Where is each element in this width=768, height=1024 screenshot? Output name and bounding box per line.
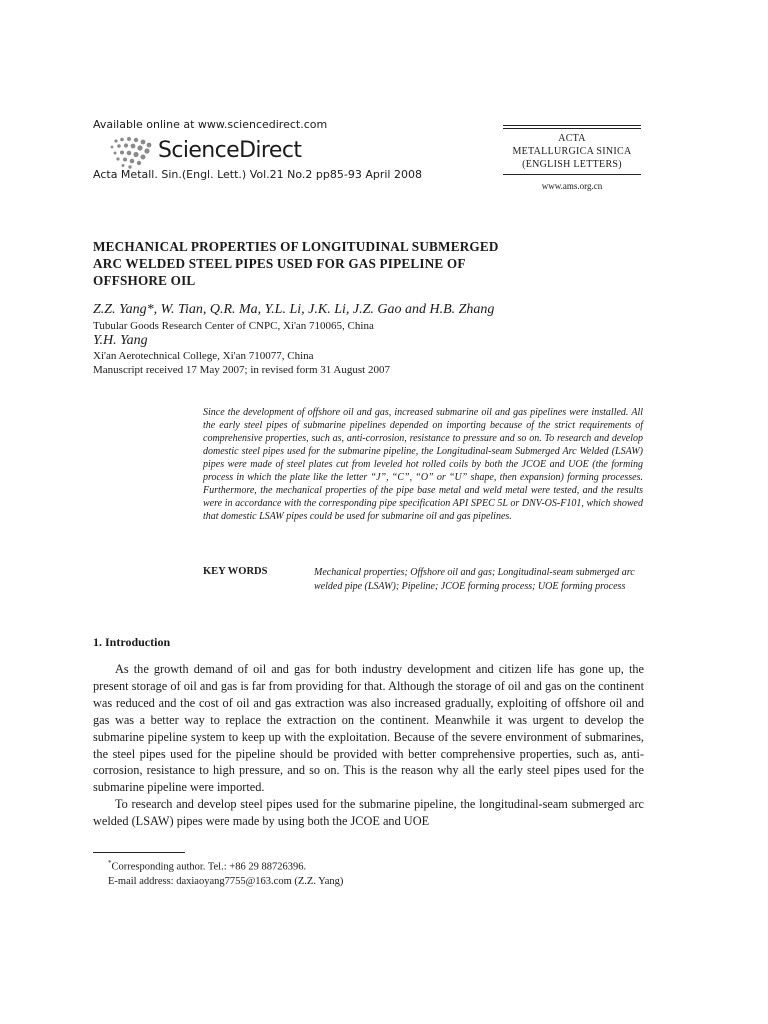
affiliation-2: Xi'an Aerotechnical College, Xi'an 710077, China (93, 350, 314, 362)
title-line-1: MECHANICAL PROPERTIES OF LONGITUDINAL SUBMERGED (93, 239, 499, 254)
masthead-line-1: ACTA (558, 133, 586, 144)
manuscript-dates: Manuscript received 17 May 2007; in revised form 31 August 2007 (93, 364, 390, 376)
keywords-label: KEY WORDS (203, 566, 268, 577)
title-line-2: ARC WELDED STEEL PIPES USED FOR GAS PIPELINE OF (93, 256, 466, 271)
intro-paragraph-2: To research and develop steel pipes used for the submarine pipeline, the longitudinal-seam submerged arc welded (LSAW) pipes were made by using both the JCOE and UOE (93, 797, 644, 829)
masthead-title (503, 129, 641, 173)
sciencedirect-logo[interactable] (108, 136, 308, 170)
masthead-line-2: METALLURGICA SINICA (512, 146, 632, 157)
footnote (108, 856, 343, 889)
introduction-body (93, 661, 644, 830)
sciencedirect-logo-text: ScienceDirect (158, 138, 302, 163)
masthead-rule-top (503, 125, 641, 126)
journal-url[interactable]: www.ams.org.cn (541, 181, 603, 191)
footnote-corresponding-text: Corresponding author. Tel.: +86 29 88726396. (111, 861, 307, 873)
section-heading-introduction: 1. Introduction (93, 635, 171, 649)
title-line-3: OFFSHORE OIL (93, 273, 196, 288)
footnote-marker: * (108, 859, 112, 867)
article-title (93, 238, 653, 289)
masthead-line-3: (ENGLISH LETTERS) (522, 159, 622, 170)
footnote-corresponding (108, 856, 343, 875)
available-online-text: Available online at www.sciencedirect.com (93, 118, 328, 131)
affiliation-1: Tubular Goods Research Center of CNPC, Xi'an 710065, China (93, 320, 374, 332)
author-list: Z.Z. Yang*, W. Tian, Q.R. Ma, Y.L. Li, J.K. Li, J.Z. Gao and H.B. Zhang (93, 302, 495, 317)
journal-masthead (503, 125, 641, 191)
keywords-list: Mechanical properties; Offshore oil and gas; Longitudinal-seam submerged arc welded pipe (LSAW); Pipeline; JCOE forming process; UOE forming process (314, 567, 635, 592)
sciencedirect-mark-icon (108, 136, 156, 170)
footnote-email[interactable]: E-mail address: daxiaoyang7755@163.com (Z.Z. Yang) (108, 875, 344, 887)
masthead-rule-bottom (503, 174, 641, 175)
abstract-text: Since the development of offshore oil and gas, increased submarine oil and gas pipelines were installed. All the early steel pipes of submarine pipelines depended on importing because of the strict requirements of comprehensive properties, such as, anti-corrosion, resistance to pressure and so on. To research and develop domestic steel pipes used for the submarine pipeline, the Longitudinal-seam Submerged Arc Welded (LSAW) pipes were made of steel plates cut from leveled hot rolled coils by both the JCOE and UOE (the forming process in which the plate like the letter “J”, “C”, “O” or “U” shape, then expansion) forming processes. Furthermore, the mechanical properties of the pipe base metal and weld metal were tested, and the results were in accordance with the corresponding pipe specification API SPEC 5L or DNV-OS-F101, which showed that domestic LSAW pipes could be used for submarine oil and gas pipelines. (203, 407, 643, 522)
intro-paragraph-1: As the growth demand of oil and gas for both industry development and citizen life has gone up, the present storage of oil and gas is far from providing for that. Although the storage of oil and gas on the continent was reduced and the cost of oil and gas extraction was also increased gradually, exploiting of offshore oil and gas was a better way to replace the extraction on the continent. Meanwhile it was urgent to develop the submarine pipeline system to keep up with the exploitation. Because of the severe environment of submarines, the steel pipes used for the pipeline should be provided with better comprehensive properties, such as, anti-corrosion, resistance to high pressure, and so on. This is the reason why all the early steel pipes used for the submarine pipeline were imported. (93, 662, 644, 795)
footnote-rule (93, 852, 185, 853)
journal-citation: Acta Metall. Sin.(Engl. Lett.) Vol.21 No.2 pp85-93 April 2008 (93, 168, 422, 181)
author-second-group: Y.H. Yang (93, 333, 148, 348)
